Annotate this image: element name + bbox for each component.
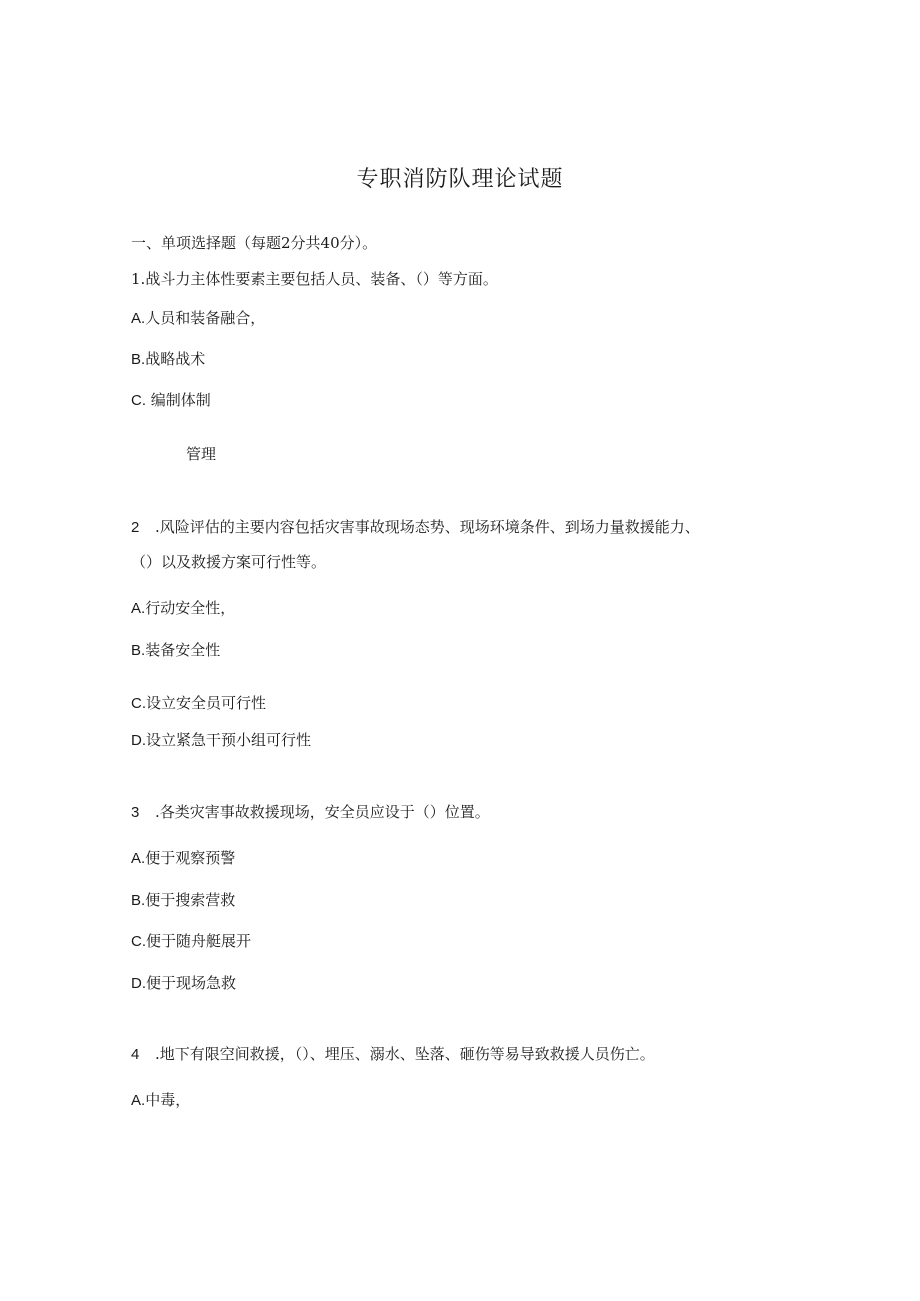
question-number: 4 [131,1046,140,1063]
question-text: 战斗力主体性要素主要包括人员、装备、（）等方面。 [145,270,498,288]
section-heading: 一、单项选择题（每题2分共40分）。 [131,234,378,252]
q3-option-a [131,847,235,870]
page-title: 专职消防队理论试题 [356,167,564,192]
option-text: 行动安全性， [145,599,236,617]
q1-option-a [131,307,265,330]
option-letter: D. [131,975,146,992]
option-letter: B. [131,642,146,659]
option-letter: C. [131,695,146,712]
q4-option-a [131,1089,190,1112]
question-2-continuation: （）以及救援方案可行性等。 [131,553,327,571]
option-text: 人员和装备融合， [145,309,266,327]
question-text: .各类灾害事故救援现场，安全员应设于（）位置。 [155,803,490,821]
q3-option-d [131,972,236,995]
option-letter: A. [131,600,146,617]
option-letter: C. [131,933,146,950]
q2-option-d [131,729,311,752]
option-text: 编制体制 [146,391,211,409]
option-text: 中毒， [145,1091,191,1109]
option-letter: A. [131,310,146,327]
question-text: .风险评估的主要内容包括灾害事故现场态势、现场环境条件、到场力量救援能力、 [155,518,700,536]
q2-option-b [131,639,220,662]
question-2 [131,516,700,539]
option-text: 设立安全员可行性 [146,694,267,712]
option-text: 便于观察预警 [145,849,236,867]
option-text: 战略战术 [145,350,206,368]
option-letter: B. [131,892,146,909]
option-text: 便于现场急救 [146,974,237,992]
option-letter: A. [131,1092,146,1109]
option-letter: D. [131,732,146,749]
q1-option-c [131,389,211,412]
question-4 [131,1043,655,1066]
q2-option-a [131,597,235,620]
q3-option-c [131,930,251,953]
question-number: 1. [131,270,146,288]
option-text: 装备安全性 [145,641,221,659]
q1-option-b [131,348,205,371]
option-letter: A. [131,850,146,867]
option-text: 便于搜索营救 [145,891,236,909]
question-number: 3 [131,804,140,821]
question-number: 2 [131,519,140,536]
question-1 [131,268,498,290]
option-letter: C. [131,392,146,409]
question-text: .地下有限空间救援，（）、埋压、溺水、坠落、砸伤等易导致救援人员伤亡。 [155,1045,655,1063]
option-text: 设立紧急干预小组可行性 [146,731,312,749]
q1-extra-text: 管理 [186,445,217,463]
question-3 [131,801,490,824]
q3-option-b [131,889,235,912]
option-text: 便于随舟艇展开 [146,932,252,950]
q2-option-c [131,692,266,715]
option-letter: B. [131,351,146,368]
